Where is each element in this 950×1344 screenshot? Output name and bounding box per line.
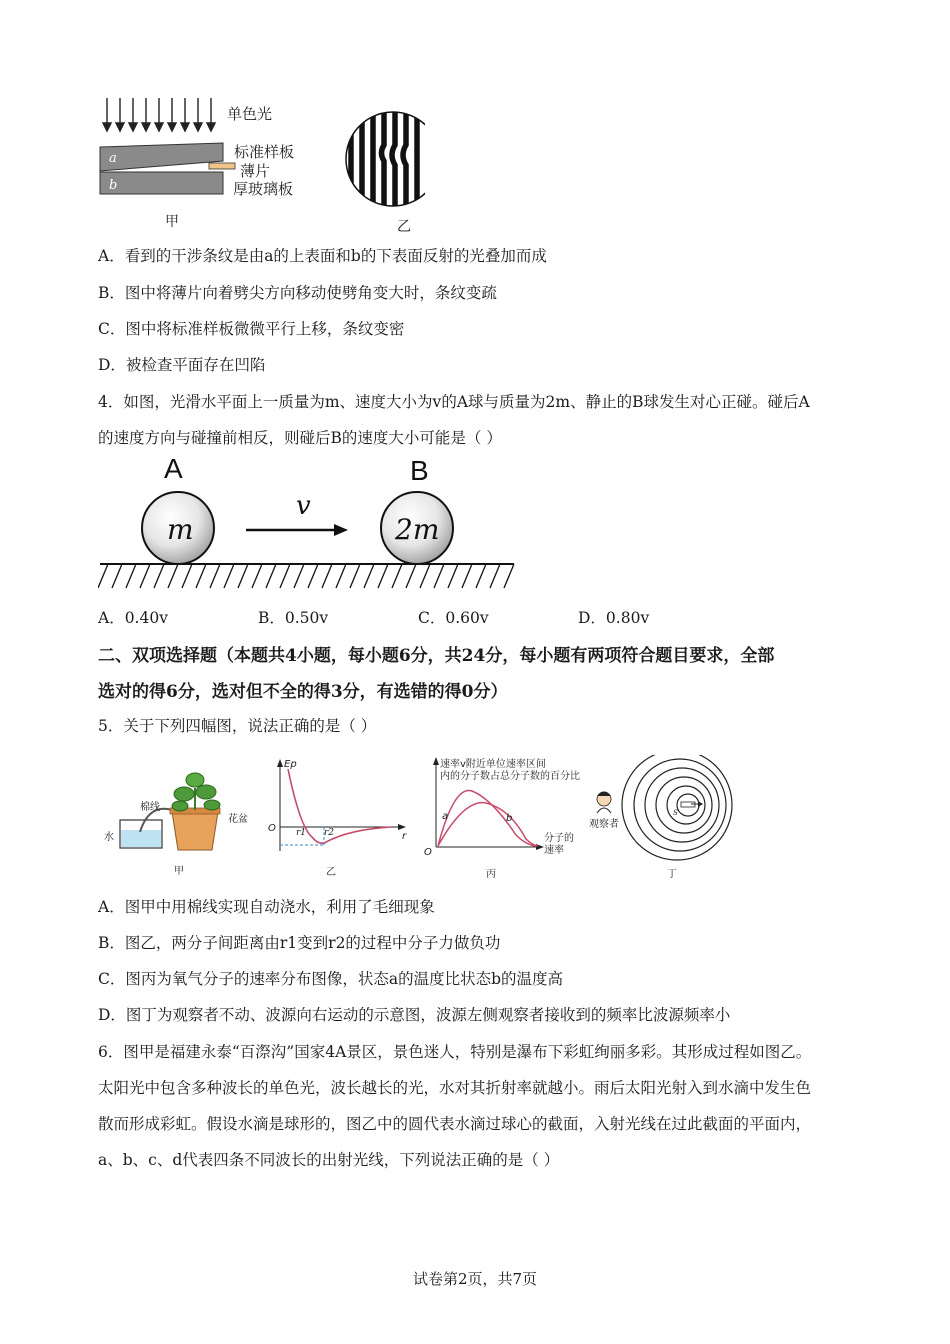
ground-hatch — [98, 564, 514, 588]
q6-line1: 6．图甲是福建永泰“百漈沟”国家4A景区，景色迷人，特别是瀑布下彩虹绚丽多彩。其形成过程如图乙。 — [98, 1043, 812, 1061]
q4-stem-line1: 4．如图，光滑水平面上一质量为m、速度大小为v的A球与质量为2m、静止的B球发生对心正碰。碰后A — [98, 393, 810, 411]
section2-heading-line1: 二、双项选择题（本题共4小题，每小题6分，共24分，每小题有两项符合题目要求，全部 — [98, 646, 775, 666]
q4-option-a: A．0.40v — [98, 609, 168, 627]
q6-line4: a、b、c、d代表四条不同波长的出射光线，下列说法正确的是（ ） — [98, 1151, 560, 1169]
ball-b-label: B — [410, 455, 429, 486]
standard-plate-a — [100, 143, 223, 171]
origin-label: O — [268, 823, 276, 834]
thick-glass-plate-b — [100, 172, 223, 194]
caption-jia-q5: 甲 — [174, 866, 184, 877]
pot-label: 花盆 — [228, 814, 248, 825]
fig-bing-distribution — [420, 755, 610, 880]
thin-sheet-label: 薄片 — [240, 162, 271, 180]
curve-a — [438, 790, 536, 846]
q3-option-b: B．图中将薄片向着劈尖方向移动使劈角变大时，条纹变疏 — [98, 284, 497, 302]
fig-jia-svg — [100, 770, 260, 880]
fig-yi-potential — [262, 755, 412, 880]
q3-option-c: C．图中将标准样板微微平行上移，条纹变密 — [98, 320, 405, 338]
q4-option-d: D．0.80v — [578, 609, 650, 627]
standard-plate-label: 标准样板 — [234, 143, 295, 161]
q4-stem-line2: 的速度方向与碰撞前相反，则碰后B的速度大小可能是（ ） — [98, 429, 502, 447]
q4-option-b: B．0.50v — [258, 609, 329, 627]
collision-figure — [98, 450, 518, 595]
q6-line2: 太阳光中包含多种波长的单色光，波长越长的光，水对其折射率就越小。雨后太阳光射入到水滴中发生色 — [98, 1079, 812, 1097]
mono-light-label: 单色光 — [227, 105, 273, 123]
caption-bing: 丙 — [486, 869, 496, 880]
interference-figure — [95, 95, 425, 235]
q4-option-c: C．0.60v — [418, 609, 489, 627]
bing-ylabel-line2: 内的分子数占总分子数的百分比 — [440, 771, 580, 782]
page-footer: 试卷第2页，共7页 — [412, 1270, 538, 1288]
r2-label: r2 — [324, 828, 335, 838]
bing-ylabel-line1: 速率v附近单位速率区间 — [440, 759, 546, 770]
collision-figure-svg — [98, 450, 518, 595]
ball-a-label: A — [164, 453, 183, 484]
q5-option-a: A．图甲中用棉线实现自动浇水，利用了毛细现象 — [98, 898, 435, 916]
source-label: S — [673, 809, 678, 817]
r-label: r — [402, 831, 407, 842]
interference-fringes — [351, 105, 425, 215]
curve-a-label: a — [442, 811, 449, 822]
plate-b-label: b — [109, 178, 118, 193]
q5-stem: 5．关于下列四幅图，说法正确的是（ ） — [98, 717, 377, 735]
wavefronts — [622, 755, 732, 860]
q6-line3: 散而形成彩虹。假设水滴是球形的，图乙中的圆代表水滴过球心的截面，入射光线在过此截面的平面内， — [98, 1115, 812, 1133]
ball-b-mass: 2m — [395, 513, 440, 546]
r1-label: r1 — [296, 828, 307, 838]
fig-ding-doppler — [585, 755, 745, 880]
bing-xlabel-line1: 分子的 — [544, 833, 574, 844]
water-label: 水 — [104, 832, 114, 843]
fig-yi-svg — [262, 755, 412, 880]
plate-a-label: a — [109, 151, 117, 166]
interference-figure-svg — [95, 95, 425, 235]
bing-xlabel-line2: 速率 — [544, 845, 564, 856]
glass-plate-label: 厚玻璃板 — [233, 180, 294, 198]
q3-option-d: D．被检查平面存在凹陷 — [98, 356, 266, 374]
ball-a-mass: m — [167, 513, 194, 546]
q5-option-d: D．图丁为观察者不动、波源向右运动的示意图，波源左侧观察者接收到的频率比波源频率小 — [98, 1006, 731, 1024]
leaf — [174, 787, 194, 801]
observer-label: 观察者 — [589, 819, 619, 830]
thin-sheet — [209, 163, 235, 169]
velocity-label: v — [296, 491, 311, 521]
section2-heading-line2: 选对的得6分，选对但不全的得3分，有选错的得0分） — [98, 682, 508, 702]
incident-light-arrows — [103, 98, 215, 131]
fig-bing-svg — [420, 755, 610, 880]
q5-option-c: C．图丙为氧气分子的速率分布图像，状态a的温度比状态b的温度高 — [98, 970, 564, 988]
cotton-label: 棉线 — [140, 802, 160, 813]
bing-origin: O — [424, 847, 432, 858]
fig-jia-plant — [100, 770, 260, 880]
q3-option-a: A．看到的干涉条纹是由a的上表面和b的下表面反射的光叠加而成 — [98, 247, 547, 265]
curve-b — [438, 803, 538, 846]
caption-yi: 乙 — [397, 219, 411, 235]
fig-ding-svg — [585, 755, 745, 880]
flower-pot — [172, 812, 218, 850]
caption-ding: 丁 — [667, 869, 677, 880]
q5-option-b: B．图乙，两分子间距离由r1变到r2的过程中分子力做负功 — [98, 934, 501, 952]
curve-b-label: b — [506, 813, 513, 824]
water-fill — [121, 830, 161, 847]
ep-label: Ep — [284, 759, 297, 770]
caption-jia: 甲 — [165, 214, 179, 230]
caption-yi-q5: 乙 — [326, 867, 336, 878]
